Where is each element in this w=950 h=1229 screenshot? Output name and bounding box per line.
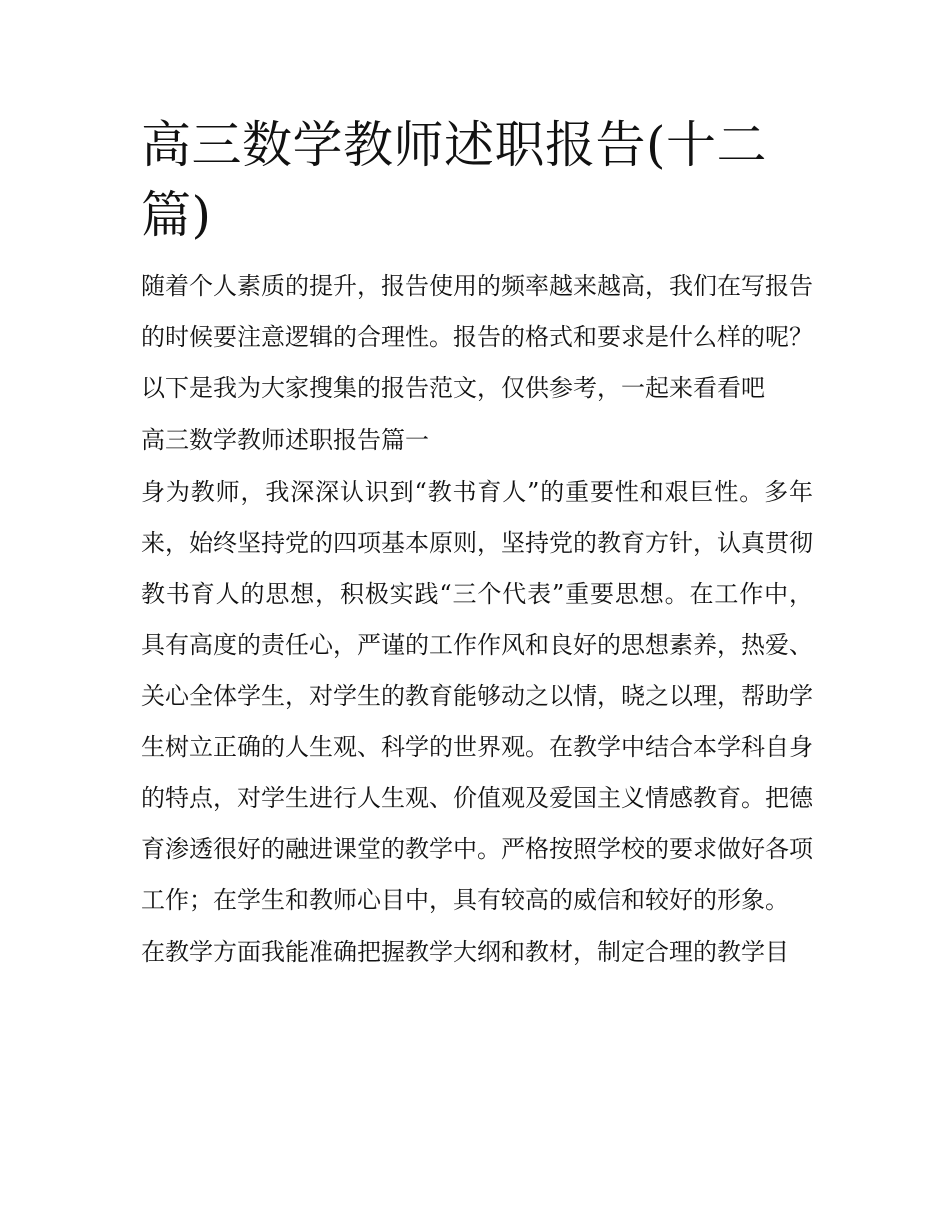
body-paragraph-2: 在教学方面我能准确把握教学大纲和教材，制定合理的教学目 [141,938,789,966]
intro-paragraph: 随着个人素质的提升，报告使用的频率越来越高，我们在写报告的时候要注意逻辑的合理性。报告的格式和要求是什么样的呢？以下是我为大家搜集的报告范文，仅供参考，一起来看看吧 [141,272,813,402]
body-paragraph-1: 身为教师，我深深认识到“教书育人”的重要性和艰巨性。多年来，始终坚持党的四项基本原则，坚持党的教育方针，认真贯彻教书育人的思想，积极实践“三个代表”重要思想。在工作中，具有高度的责任心，严谨的工作作风和良好的思想素养，热爱、关心全体学生，对学生的教育能够动之以情，晓之以理，帮助学生树立正确的人生观、科学的世界观。在教学中结合本学科自身的特点，对学生进行人生观、价值观及爱国主义情感教育。把德育渗透很好的融进课堂的教学中。严格按照学校的要求做好各项工作；在学生和教师心目中，具有较高的威信和较好的形象。 [141,478,813,914]
section-heading: 高三数学教师述职报告篇一 [141,426,429,454]
document-page [141,110,813,979]
document-title: 高三数学教师述职报告(十二篇) [141,116,768,244]
